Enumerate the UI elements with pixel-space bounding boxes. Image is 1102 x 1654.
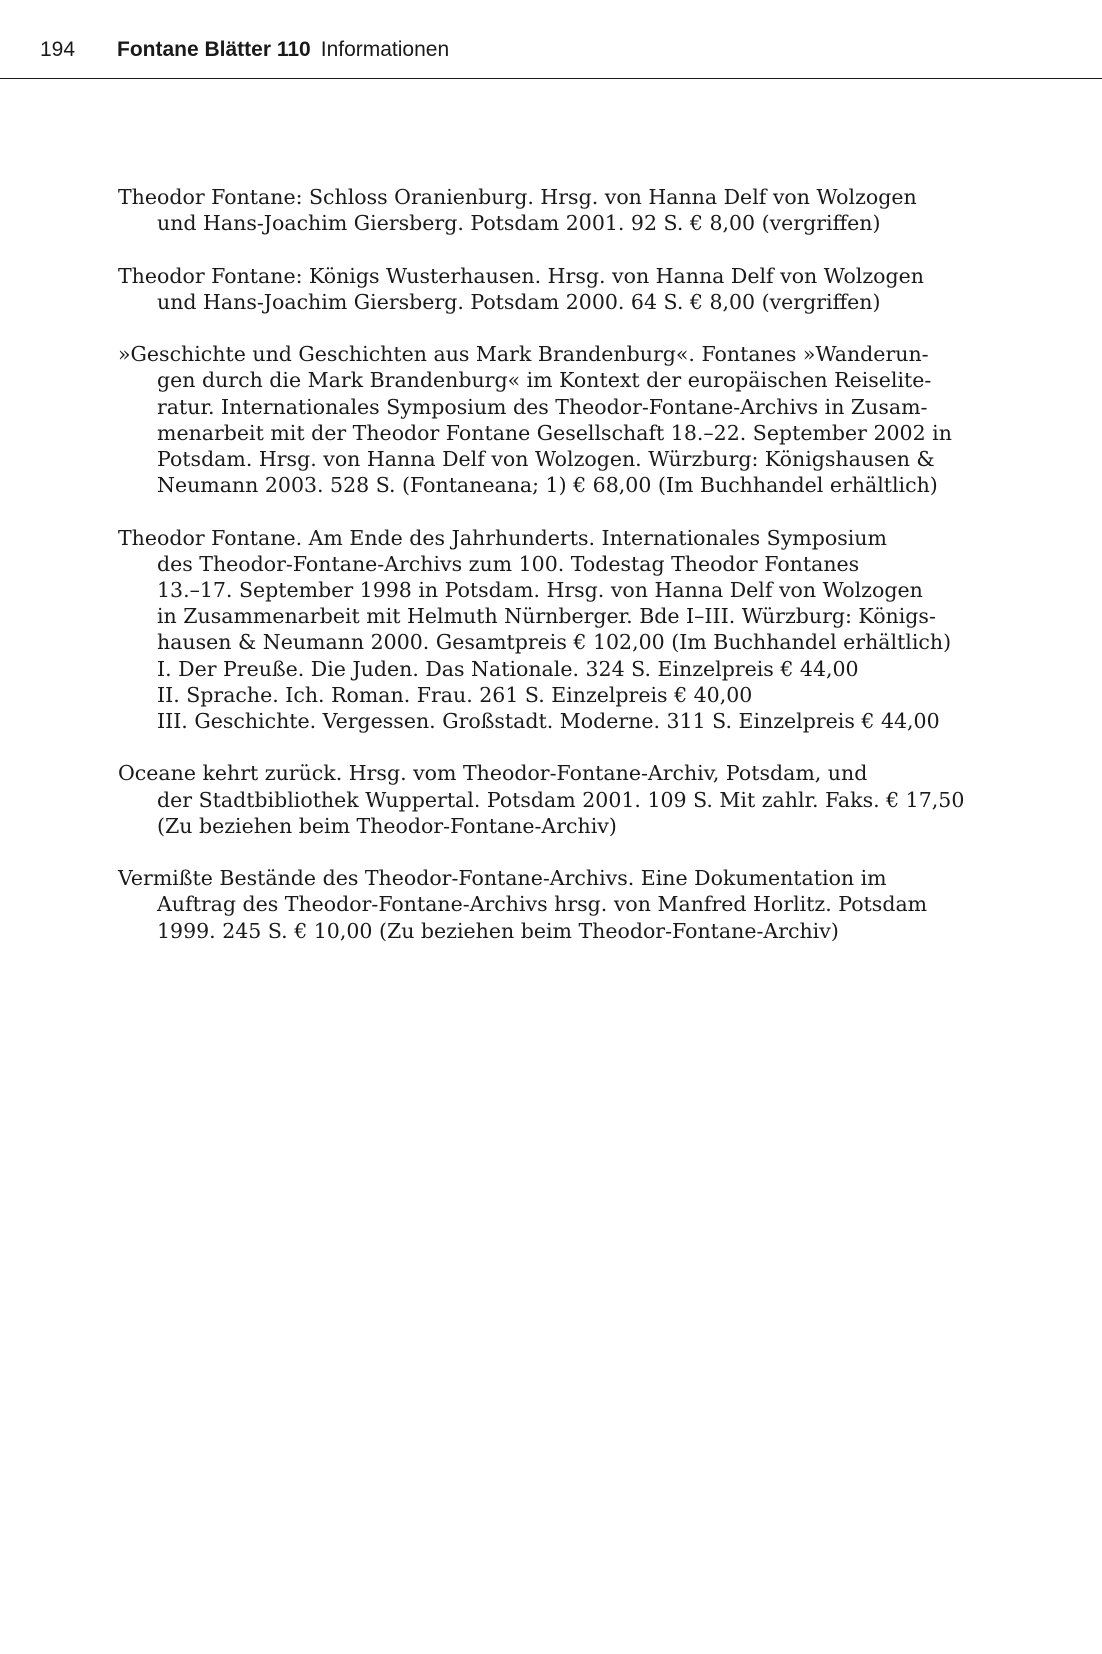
bibliography-entry <box>118 865 984 944</box>
entry-line: des Theodor-Fontane-Archivs zum 100. Todestag Theodor Fontanes <box>157 551 860 576</box>
entry-line: Theodor Fontane: Königs Wusterhausen. Hrsg. von Hanna Delf von Wolzogen <box>118 263 924 288</box>
entry-line: der Stadtbibliothek Wuppertal. Potsdam 2001. 109 S. Mit zahlr. Faks. € 17,50 <box>157 787 965 812</box>
entry-line: und Hans-Joachim Giersberg. Potsdam 2000. 64 S. € 8,00 (vergriffen) <box>157 289 881 314</box>
page-number: 194 <box>40 38 76 61</box>
entry-line: in Zusammenarbeit mit Helmuth Nürnberger. Bde I–III. Würzburg: Königs- <box>157 604 936 629</box>
entry-line: Neumann 2003. 528 S. (Fontaneana; 1) € 68,00 (Im Buchhandel erhältlich) <box>157 473 938 498</box>
bibliography-list <box>118 184 984 970</box>
entry-line: I. Der Preuße. Die Juden. Das Nationale. 324 S. Einzelpreis € 44,00 <box>157 656 859 681</box>
running-head <box>40 35 449 65</box>
bibliography-entry <box>118 184 984 236</box>
entry-line: gen durch die Mark Brandenburg« im Kontext der europäischen Reiselite- <box>157 368 932 393</box>
bibliography-entry <box>118 263 984 315</box>
entry-line: Auftrag des Theodor-Fontane-Archivs hrsg. von Manfred Horlitz. Potsdam <box>157 892 928 917</box>
entry-line: »Geschichte und Geschichten aus Mark Brandenburg«. Fontanes »Wanderun- <box>118 342 929 367</box>
entry-line: Theodor Fontane. Am Ende des Jahrhunderts. Internationales Symposium <box>118 525 887 550</box>
entry-line: Theodor Fontane: Schloss Oranienburg. Hrsg. von Hanna Delf von Wolzogen <box>118 185 917 209</box>
header-rule <box>0 78 1102 79</box>
entry-line: II. Sprache. Ich. Roman. Frau. 261 S. Einzelpreis € 40,00 <box>157 682 753 707</box>
entry-line: (Zu beziehen beim Theodor-Fontane-Archiv) <box>157 813 617 838</box>
entry-line: Potsdam. Hrsg. von Hanna Delf von Wolzogen. Würzburg: Königshausen & <box>157 447 935 471</box>
entry-line: hausen & Neumann 2000. Gesamtpreis € 102,00 (Im Buchhandel erhältlich) <box>157 630 952 655</box>
entry-line: 1999. 245 S. € 10,00 (Zu beziehen beim Theodor-Fontane-Archiv) <box>157 918 839 943</box>
entry-line: III. Geschichte. Vergessen. Großstadt. Moderne. 311 S. Einzelpreis € 44,00 <box>157 709 940 734</box>
entry-line: 13.–17. September 1998 in Potsdam. Hrsg. von Hanna Delf von Wolzogen <box>157 578 923 602</box>
journal-title: Fontane Blätter 110 <box>117 38 311 61</box>
entry-line: und Hans-Joachim Giersberg. Potsdam 2001. 92 S. € 8,00 (vergriffen) <box>157 211 881 236</box>
bibliography-entry <box>118 525 984 735</box>
section-title: Informationen <box>320 38 450 61</box>
bibliography-entry <box>118 341 984 498</box>
bibliography-entry <box>118 760 984 839</box>
entry-line: menarbeit mit der Theodor Fontane Gesellschaft 18.–22. September 2002 in <box>157 420 952 445</box>
entry-line: Oceane kehrt zurück. Hrsg. vom Theodor-Fontane-Archiv, Potsdam, und <box>118 761 868 786</box>
entry-line: Vermißte Bestände des Theodor-Fontane-Archivs. Eine Dokumentation im <box>118 866 887 891</box>
entry-line: ratur. Internationales Symposium des Theodor-Fontane-Archivs in Zusam- <box>157 394 928 419</box>
